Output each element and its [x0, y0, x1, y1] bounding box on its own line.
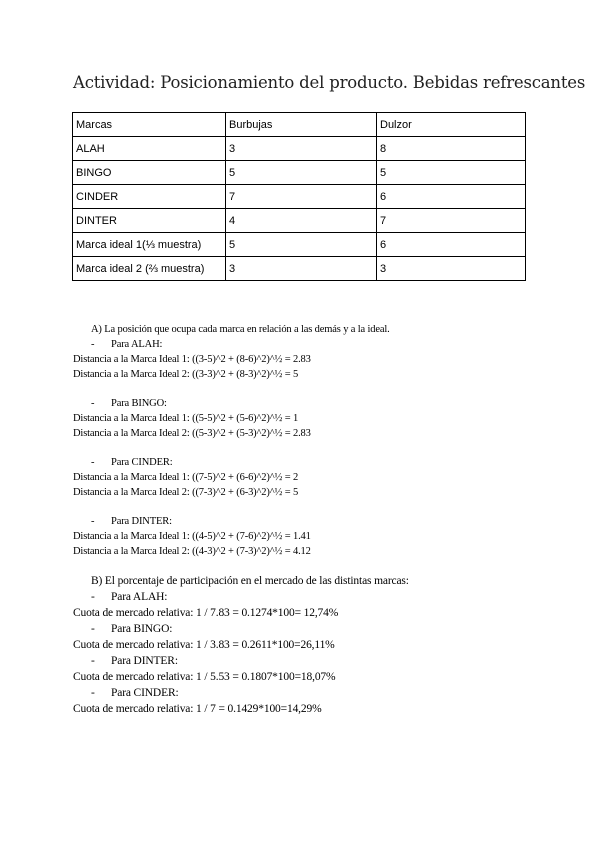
bullet-dash: -	[91, 339, 95, 350]
brand-label: Para BINGO:	[111, 623, 173, 635]
table-header-row	[73, 113, 526, 137]
table-cell: DINTER	[73, 209, 226, 233]
section-b	[73, 573, 543, 717]
brand-label: Para DINTER:	[111, 516, 172, 527]
table-cell: 3	[377, 257, 526, 281]
market-share-line: Cuota de mercado relativa: 1 / 5.53 = 0.1807*100=18,07%	[73, 671, 336, 683]
market-share-line: Cuota de mercado relativa: 1 / 7 = 0.1429*100=14,29%	[73, 703, 322, 715]
bullet-dash: -	[91, 398, 95, 409]
bullet-dash: -	[91, 687, 95, 699]
bullet-dash: -	[91, 591, 95, 603]
distance-line: Distancia a la Marca Ideal 2: ((7-3)^2 + (6-3)^2)^½ = 5	[73, 487, 299, 498]
table-cell: Marca ideal 2 (⅔ muestra)	[73, 257, 226, 281]
document-body	[73, 322, 543, 717]
table-cell: CINDER	[73, 185, 226, 209]
table-cell: ALAH	[73, 137, 226, 161]
brand-label: Para CINDER:	[111, 687, 179, 699]
distance-line: Distancia a la Marca Ideal 1: ((7-5)^2 + (6-6)^2)^½ = 2	[73, 472, 299, 483]
distance-line: Distancia a la Marca Ideal 1: ((4-5)^2 + (7-6)^2)^½ = 1.41	[73, 531, 311, 542]
table-cell: BINGO	[73, 161, 226, 185]
table-cell: 8	[377, 137, 526, 161]
table-cell: 3	[226, 257, 377, 281]
table-cell: 7	[377, 209, 526, 233]
table-cell: Marca ideal 1(⅓ muestra)	[73, 233, 226, 257]
header-cell: Marcas	[73, 113, 226, 137]
table-row	[73, 209, 526, 233]
page-title: Actividad: Posicionamiento del producto. Bebidas refrescantes	[73, 73, 586, 92]
brand-label: Para ALAH:	[111, 339, 163, 350]
brand-label: Para BINGO:	[111, 398, 167, 409]
brands-table	[72, 112, 526, 281]
distance-line: Distancia a la Marca Ideal 2: ((4-3)^2 + (7-3)^2)^½ = 4.12	[73, 546, 311, 557]
section-a-heading: A) La posición que ocupa cada marca en relación a las demás y a la ideal.	[91, 324, 390, 335]
bullet-dash: -	[91, 457, 95, 468]
brand-label: Para DINTER:	[111, 655, 178, 667]
section-b-heading: B) El porcentaje de participación en el mercado de las distintas marcas:	[91, 575, 409, 587]
table-row	[73, 185, 526, 209]
table-cell: 5	[226, 161, 377, 185]
table-cell: 5	[226, 233, 377, 257]
bullet-dash: -	[91, 623, 95, 635]
market-share-line: Cuota de mercado relativa: 1 / 7.83 = 0.1274*100= 12,74%	[73, 607, 339, 619]
table-cell: 4	[226, 209, 377, 233]
table-row	[73, 233, 526, 257]
header-cell: Burbujas	[226, 113, 377, 137]
brand-label: Para CINDER:	[111, 457, 173, 468]
table-row	[73, 161, 526, 185]
table-row	[73, 257, 526, 281]
distance-line: Distancia a la Marca Ideal 2: ((3-3)^2 + (8-3)^2)^½ = 5	[73, 369, 299, 380]
table-row	[73, 137, 526, 161]
distance-line: Distancia a la Marca Ideal 1: ((5-5)^2 + (5-6)^2)^½ = 1	[73, 413, 299, 424]
brand-label: Para ALAH:	[111, 591, 168, 603]
table-cell: 3	[226, 137, 377, 161]
header-cell: Dulzor	[377, 113, 526, 137]
distance-line: Distancia a la Marca Ideal 2: ((5-3)^2 + (5-3)^2)^½ = 2.83	[73, 428, 311, 439]
bullet-dash: -	[91, 655, 95, 667]
distance-line: Distancia a la Marca Ideal 1: ((3-5)^2 + (8-6)^2)^½ = 2.83	[73, 354, 311, 365]
bullet-dash: -	[91, 516, 95, 527]
table-cell: 6	[377, 185, 526, 209]
table-cell: 5	[377, 161, 526, 185]
table-cell: 6	[377, 233, 526, 257]
market-share-line: Cuota de mercado relativa: 1 / 3.83 = 0.2611*100=26,11%	[73, 639, 335, 651]
table-cell: 7	[226, 185, 377, 209]
